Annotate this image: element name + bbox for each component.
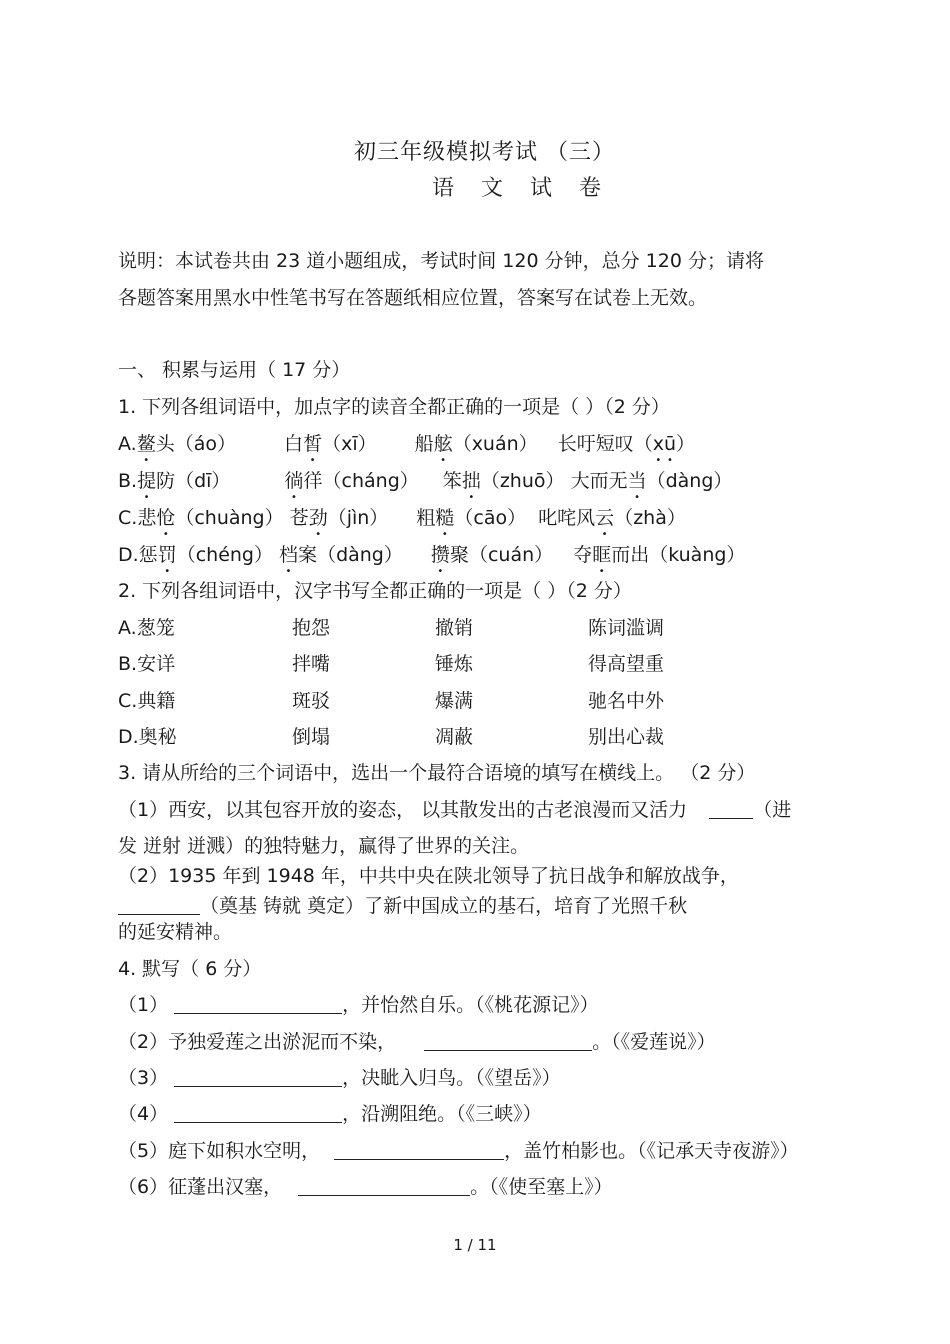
q3-item-1-blank[interactable]	[709, 800, 753, 819]
q2-option-d-word-1: D.奥秘	[118, 726, 177, 748]
exam-subtitle: 语 文 试 卷	[432, 176, 611, 201]
q2-stem: 2. 下列各组词语中，汉字书写全都正确的一项是（ ）（2 分）	[118, 580, 632, 602]
q4-item-1: （1） ，并怡然自乐。（《桃花源记》）	[118, 994, 599, 1016]
section-1-heading: 一、 积累与运用（ 17 分）	[118, 359, 351, 381]
q2-option-d-word-3: 凋蔽	[435, 726, 474, 748]
q2-option-c-word-4: 驰名中外	[588, 690, 665, 712]
q4-item-3: （3） ，决眦入归鸟。（《望岳》）	[118, 1067, 561, 1089]
q2-option-a-word-2: 抱怨	[292, 617, 331, 639]
q3-item-2-line-1: （2）1935 年到 1948 年，中共中央在陕北领导了抗日战争和解放战争，	[118, 865, 739, 887]
q2-option-b-word-1: B.安详	[118, 653, 176, 675]
q2-option-b-word-2: 拌嘴	[292, 653, 331, 675]
q2-option-d-word-2: 倒塌	[292, 726, 331, 748]
q4-item-5: （5）庭下如积水空明， ，盖竹柏影也。（《记承天寺夜游》）	[118, 1140, 799, 1162]
instructions-line-1: 说明：本试卷共由 23 道小题组成，考试时间 120 分钟，总分 120 分；请将	[118, 250, 764, 272]
q4-item-2-blank[interactable]	[424, 1032, 592, 1051]
q2-option-d-word-4: 别出心裁	[588, 726, 665, 748]
q4-item-4: （4） ，沿溯阻绝。（《三峡》）	[118, 1103, 542, 1125]
q2-option-c-word-3: 爆满	[435, 690, 474, 712]
q4-item-5-blank[interactable]	[334, 1141, 504, 1160]
q1-option-a: A.鳌头（áo） 白皙（xī） 船舷（xuán） 长吁短叹（xū）	[118, 433, 696, 455]
q2-option-b-word-3: 锤炼	[435, 653, 474, 675]
q2-option-c-word-2: 斑驳	[292, 690, 331, 712]
q2-option-a-word-3: 撤销	[435, 617, 474, 639]
q2-option-b-word-4: 得高望重	[588, 653, 665, 675]
q4-stem: 4. 默写（ 6 分）	[118, 958, 262, 980]
q3-item-2-blank[interactable]	[118, 896, 200, 915]
q3-item-1-line-1: （1）西安，以其包容开放的姿态， 以其散发出的古老浪漫而又活力 （进	[118, 799, 792, 821]
q2-option-c-word-1: C.典籍	[118, 690, 176, 712]
q3-item-2-line-2: （奠基 铸就 奠定）了新中国成立的基石，培育了光照千秋	[118, 895, 687, 918]
exam-title: 初三年级模拟考试 （三）	[354, 140, 615, 165]
q1-option-d: D.惩罚（chéng） 档案（dàng） 攒聚（cuán） 夺眶而出（kuàng）	[118, 544, 746, 566]
q4-item-6-blank[interactable]	[298, 1177, 470, 1196]
page-number: 1 / 11	[453, 1236, 497, 1254]
q2-option-a-word-4: 陈词滥调	[588, 617, 665, 639]
q3-item-2-line-3: 的延安精神。	[118, 921, 233, 943]
instructions-line-2: 各题答案用黑水中性笔书写在答题纸相应位置，答案写在试卷上无效。	[118, 287, 708, 309]
q1-stem: 1. 下列各组词语中，加点字的读音全都正确的一项是（ ）（2 分）	[118, 396, 670, 418]
q4-item-3-blank[interactable]	[174, 1068, 342, 1087]
q4-item-4-blank[interactable]	[174, 1104, 342, 1123]
q2-option-a-word-1: A.葱笼	[118, 617, 175, 639]
q1-option-b: B.提防（dī） 徜徉（cháng） 笨拙（zhuō） 大而无当（dàng）	[118, 470, 733, 492]
q4-item-6: （6）征蓬出汉塞， 。（《使至塞上》）	[118, 1176, 613, 1198]
q4-item-1-blank[interactable]	[174, 995, 342, 1014]
q1-option-c: C.悲怆（chuàng） 苍劲（jìn） 粗糙（cāo） 叱咤风云（zhà）	[118, 507, 686, 529]
q3-stem: 3. 请从所给的三个词语中，选出一个最符合语境的填写在横线上。 （2 分）	[118, 762, 756, 784]
q4-item-2: （2）予独爱莲之出淤泥而不染， 。（《爱莲说》）	[118, 1031, 716, 1053]
q3-item-1-line-2: 发 迸射 迸溅）的独特魅力，赢得了世界的关注。	[118, 835, 530, 857]
